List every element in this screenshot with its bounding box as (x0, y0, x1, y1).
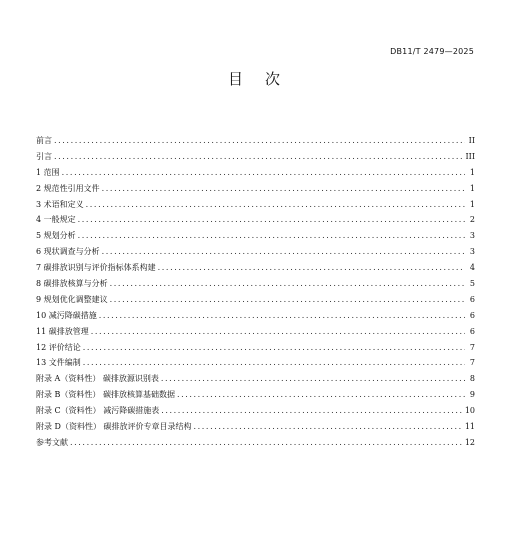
toc-entry-page: 1 (469, 183, 475, 193)
toc-entry-bibliography[interactable] (36, 437, 475, 453)
toc-title: 目次 (227, 70, 302, 88)
toc-entry-assessment-conclusion[interactable] (36, 342, 475, 358)
toc-dot-leader (62, 168, 465, 177)
toc-dot-leader (102, 247, 465, 256)
toc-entry-appendix-c[interactable] (36, 405, 475, 421)
toc-entry-page: 9 (469, 390, 475, 400)
toc-dot-leader (54, 152, 464, 161)
toc-entry-page: 1 (469, 199, 475, 209)
toc-entry-label: 10 减污降碳措施 (36, 310, 97, 320)
toc-entry-page: 12 (464, 437, 475, 447)
toc-entry-label: 参考文献 (36, 437, 68, 447)
toc-entry-appendix-b[interactable] (36, 389, 475, 405)
toc-entry-label: 4 一般规定 (36, 215, 76, 225)
toc-entry-page: 10 (464, 406, 475, 416)
toc-entry-page: 1 (469, 167, 475, 177)
table-of-contents (36, 135, 475, 453)
toc-entry-introduction[interactable] (36, 151, 475, 167)
toc-entry-appendix-a[interactable] (36, 373, 475, 389)
toc-entry-page: 3 (469, 231, 475, 241)
toc-entry-label: 1 范围 (36, 167, 60, 177)
toc-entry-page: 7 (469, 358, 475, 368)
toc-dot-leader (83, 358, 465, 367)
toc-entry-document-preparation[interactable] (36, 357, 475, 373)
document-code: DB11/T 2479—2025 (390, 47, 474, 56)
toc-entry-page: II (468, 136, 475, 145)
toc-entry-label: 9 规划优化调整建议 (36, 294, 108, 304)
toc-entry-page: 6 (469, 326, 475, 336)
toc-entry-planning-analysis[interactable] (36, 230, 475, 246)
toc-dot-leader (78, 215, 465, 224)
toc-entry-normative-references[interactable] (36, 183, 475, 199)
toc-dot-leader (70, 438, 463, 447)
toc-entry-scope[interactable] (36, 167, 475, 183)
toc-entry-emission-management[interactable] (36, 326, 475, 342)
toc-entry-label: 前言 (36, 136, 52, 145)
toc-entry-appendix-d[interactable] (36, 421, 475, 437)
toc-entry-page: 4 (469, 263, 475, 273)
toc-entry-label: 附录 A（资料性） 碳排放源识别表 (36, 374, 159, 384)
toc-dot-leader (78, 231, 465, 240)
toc-entry-general-provisions[interactable] (36, 214, 475, 230)
toc-entry-planning-optimization[interactable] (36, 294, 475, 310)
toc-entry-reduction-measures[interactable] (36, 310, 475, 326)
toc-dot-leader (158, 263, 465, 272)
toc-entry-label: 6 现状调查与分析 (36, 247, 100, 257)
toc-dot-leader (110, 279, 465, 288)
toc-entry-page: 2 (469, 215, 475, 225)
toc-entry-label: 5 规划分析 (36, 231, 76, 241)
toc-entry-label: 11 碳排放管理 (36, 326, 89, 336)
toc-entry-label: 引言 (36, 151, 52, 161)
toc-dot-leader (83, 343, 465, 352)
toc-dot-leader (99, 311, 465, 320)
toc-entry-label: 附录 D（资料性） 碳排放评价专章目录结构 (36, 422, 192, 432)
toc-entry-label: 13 文件编制 (36, 358, 81, 368)
toc-dot-leader (102, 184, 465, 193)
toc-dot-leader (161, 406, 463, 415)
toc-entry-status-survey[interactable] (36, 246, 475, 262)
toc-entry-label: 2 规范性引用文件 (36, 183, 100, 193)
toc-entry-label: 7 碳排放识别与评价指标体系构建 (36, 263, 156, 273)
toc-entry-foreword[interactable] (36, 135, 475, 151)
toc-entry-label: 8 碳排放核算与分析 (36, 279, 108, 289)
toc-entry-page: 5 (469, 279, 475, 289)
toc-dot-leader (194, 422, 463, 431)
toc-entry-label: 3 术语和定义 (36, 199, 84, 209)
toc-entry-label: 附录 C（资料性） 减污降碳措施表 (36, 406, 160, 416)
toc-dot-leader (161, 374, 465, 383)
toc-dot-leader (54, 136, 465, 145)
toc-dot-leader (86, 200, 465, 209)
toc-entry-page: 6 (469, 294, 475, 304)
toc-entry-page: 8 (469, 374, 475, 384)
toc-entry-page: 3 (469, 247, 475, 257)
toc-entry-page: III (465, 151, 475, 161)
toc-entry-page: 6 (469, 310, 475, 320)
toc-entry-terms-definitions[interactable] (36, 199, 475, 215)
toc-dot-leader (91, 327, 465, 336)
toc-entry-label: 12 评价结论 (36, 342, 81, 352)
toc-entry-label: 附录 B（资料性） 碳排放核算基础数据 (36, 390, 175, 400)
toc-dot-leader (177, 390, 465, 399)
toc-entry-emission-accounting[interactable] (36, 278, 475, 294)
toc-dot-leader (110, 295, 465, 304)
toc-entry-page: 11 (464, 422, 475, 432)
toc-entry-emission-identification[interactable] (36, 262, 475, 278)
toc-entry-page: 7 (469, 342, 475, 352)
